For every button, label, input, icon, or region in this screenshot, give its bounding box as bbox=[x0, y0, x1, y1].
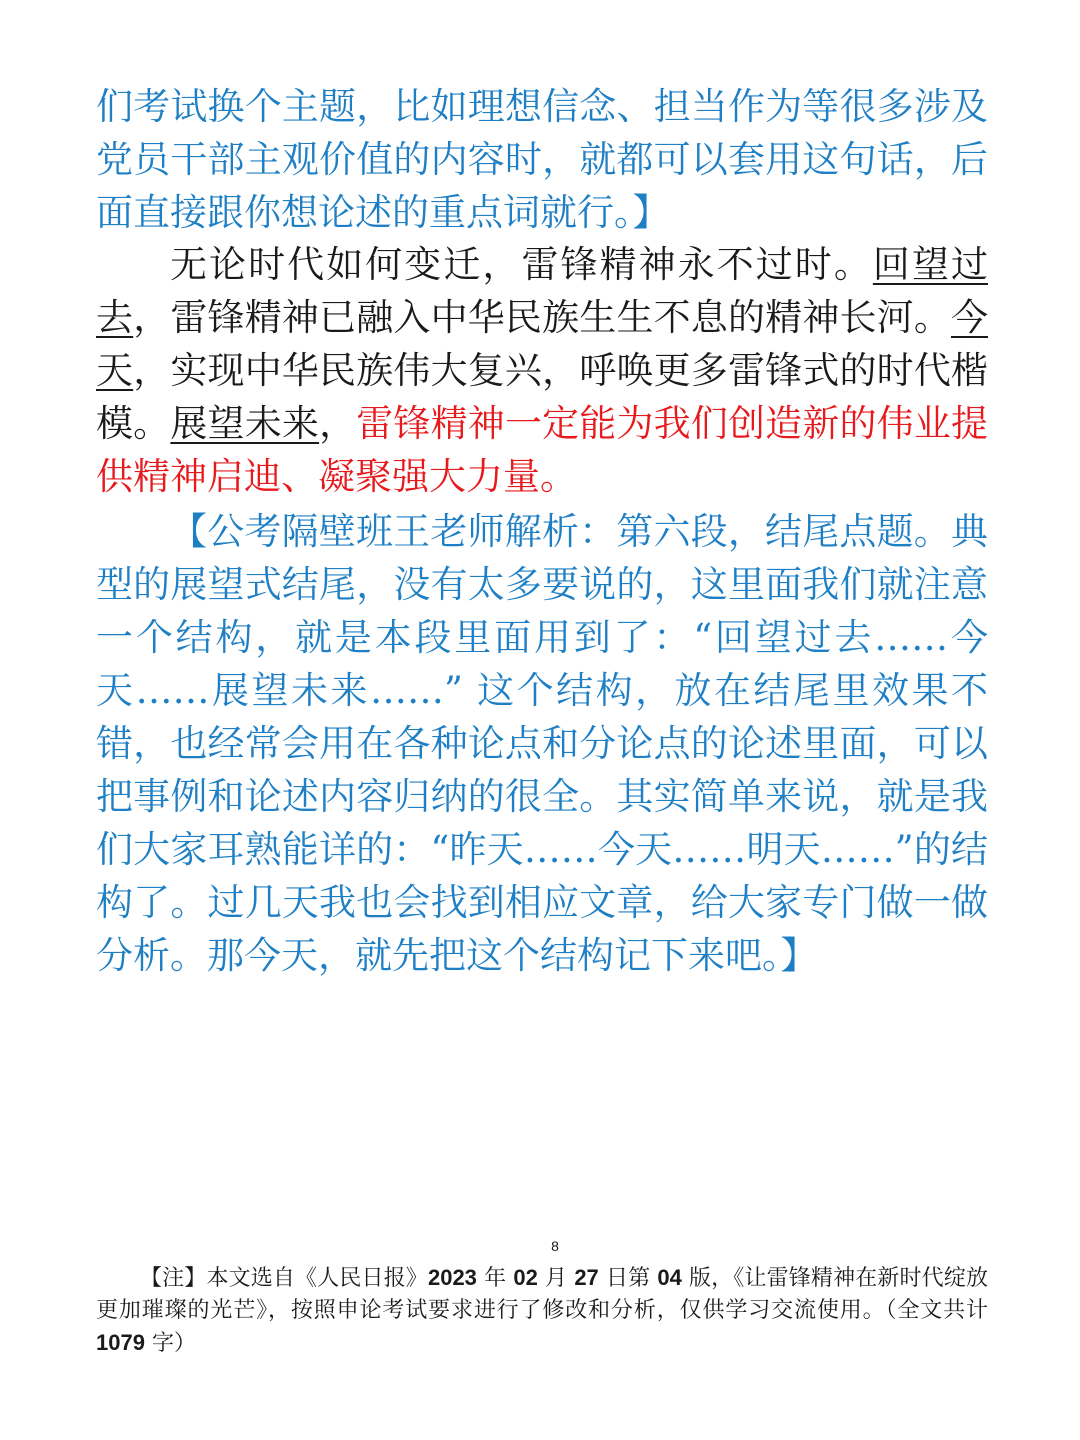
analysis-continuation-text: 们考试换个主题，比如理想信念、担当作为等很多涉及党员干部主观价值的内容时，就都可以套用这句话，后面直接跟你想论述的重点词就行。】 bbox=[96, 85, 988, 234]
footnote-text-4: 日第 bbox=[598, 1266, 658, 1291]
article-sentence-2: ，雷锋精神已融入中华民族生生不息的精神长河。 bbox=[133, 296, 952, 339]
underlined-phrase-future: 展望未来 bbox=[170, 402, 320, 445]
footnote-text-5: 版，《让雷锋精神在新时代绽放更加璀璨的光芒》，按照申论考试要求进行了修改和分析，仅供学习交流使用。（全文共计 bbox=[96, 1266, 988, 1323]
footnote-text-1: 【注】本文选自《人民日报》 bbox=[140, 1266, 428, 1291]
footnote-edition: 04 bbox=[657, 1265, 682, 1290]
article-sentence-1: 无论时代如何变迁，雷锋精神永不过时。 bbox=[170, 243, 873, 286]
footnote-day: 27 bbox=[574, 1265, 599, 1290]
teacher-analysis-paragraph bbox=[96, 505, 988, 982]
highlighted-conclusion-sentence: 雷锋精神一定能为我们创造新的伟业提供精神启迪、凝聚强大力量。 bbox=[96, 402, 989, 498]
source-footnote bbox=[96, 1262, 988, 1360]
footnote-text-2: 年 bbox=[476, 1266, 514, 1291]
article-comma: ， bbox=[319, 402, 357, 445]
article-paragraph-six bbox=[96, 238, 988, 503]
article-sentence-3: ，实现中华民族伟大复兴，呼唤更多雷锋式的时代楷模。 bbox=[96, 349, 989, 445]
underlined-phrase-past: 回望过去 bbox=[96, 243, 989, 339]
footnote-text-3: 月 bbox=[537, 1266, 575, 1291]
teacher-analysis-text: 【公考隔壁班王老师解析：第六段，结尾点题。典型的展望式结尾，没有太多要说的，这里面我们就注意一个结构，就是本段里面用到了：“回望过去……今天……展望未来……” 这个结构，放在结尾里效果不错，也经常会用在各种论点和分论点的论述里面，可以把事例和论述内容归纳的很全。其实简单来说，就是我们大家耳熟能详的：“昨天……今天……明天……”的结构了。过几天我也会找到相应文章，给大家专门做一做分析。那今天，就先把这个结构记下来吧。】 bbox=[96, 510, 988, 977]
footnote-month: 02 bbox=[513, 1265, 538, 1290]
page-number: 8 bbox=[551, 1238, 559, 1254]
analysis-continuation-paragraph bbox=[96, 80, 988, 239]
underlined-phrase-today: 今天 bbox=[96, 296, 989, 392]
footnote-word-count: 1079 bbox=[96, 1330, 145, 1355]
footnote-text-6: 字） bbox=[144, 1331, 196, 1356]
footnote-year: 2023 bbox=[427, 1265, 477, 1290]
